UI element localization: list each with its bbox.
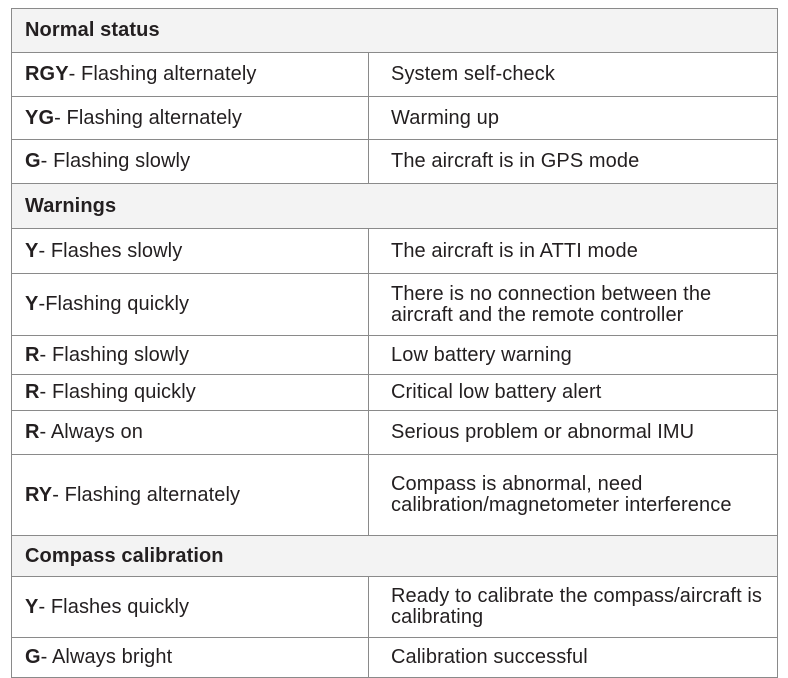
section-title: Normal status <box>12 9 778 53</box>
led-status-table <box>11 8 778 678</box>
indicator-cell <box>12 53 369 97</box>
indicator-cell <box>12 140 369 184</box>
light-code: R <box>25 421 40 443</box>
light-code: G <box>25 150 41 172</box>
description-cell: Ready to calibrate the compass/aircraft is calibrating <box>369 577 778 638</box>
light-code: RY <box>25 483 53 506</box>
light-code: R <box>25 343 40 366</box>
indicator-cell <box>12 229 369 274</box>
description-cell: The aircraft is in ATTI mode <box>369 229 778 274</box>
table-row <box>12 53 778 97</box>
table-row <box>12 336 778 375</box>
description-cell: Calibration successful <box>369 638 778 678</box>
indicator-cell <box>12 274 369 336</box>
light-code: YG <box>25 106 55 129</box>
section-header-row <box>12 9 778 53</box>
light-action: - Flashing alternately <box>52 483 241 506</box>
indicator-cell <box>12 336 369 375</box>
indicator-cell <box>12 375 369 411</box>
light-action: - Flashing quickly <box>39 381 196 403</box>
light-action: - Flashing slowly <box>40 150 191 172</box>
light-action: - Flashing alternately <box>68 63 257 85</box>
description-cell: The aircraft is in GPS mode <box>369 140 778 184</box>
light-code: Y <box>25 595 39 618</box>
light-action: - Always on <box>39 421 143 443</box>
description-cell: There is no connection between the aircraft and the remote controller <box>369 274 778 336</box>
light-code: Y <box>25 293 39 315</box>
table-row <box>12 577 778 638</box>
section-header-row <box>12 184 778 229</box>
table-row <box>12 455 778 536</box>
description-cell: Critical low battery alert <box>369 375 778 411</box>
table-row <box>12 97 778 140</box>
description-cell: Warming up <box>369 97 778 140</box>
light-action: - Flashing slowly <box>39 343 190 366</box>
description-cell: Compass is abnormal, need calibration/magnetometer interference <box>369 455 778 536</box>
indicator-cell <box>12 97 369 140</box>
table-row <box>12 140 778 184</box>
description-cell: Low battery warning <box>369 336 778 375</box>
indicator-cell <box>12 638 369 678</box>
table-row <box>12 411 778 455</box>
light-action: - Flashes slowly <box>38 239 183 262</box>
table-row <box>12 229 778 274</box>
light-action: -Flashing quickly <box>38 293 190 315</box>
light-code: G <box>25 646 41 668</box>
light-code: Y <box>25 239 39 262</box>
description-cell: System self-check <box>369 53 778 97</box>
table-row <box>12 274 778 336</box>
description-cell: Serious problem or abnormal IMU <box>369 411 778 455</box>
indicator-cell <box>12 455 369 536</box>
indicator-cell <box>12 411 369 455</box>
light-code: RGY <box>25 63 69 85</box>
section-title: Warnings <box>12 184 778 229</box>
light-action: - Flashes quickly <box>38 595 190 618</box>
light-action: - Always bright <box>40 646 173 668</box>
table-row <box>12 375 778 411</box>
table-row <box>12 638 778 678</box>
indicator-cell <box>12 577 369 638</box>
section-header-row <box>12 536 778 577</box>
section-title: Compass calibration <box>12 536 778 577</box>
light-code: R <box>25 381 40 403</box>
light-action: - Flashing alternately <box>54 106 242 129</box>
